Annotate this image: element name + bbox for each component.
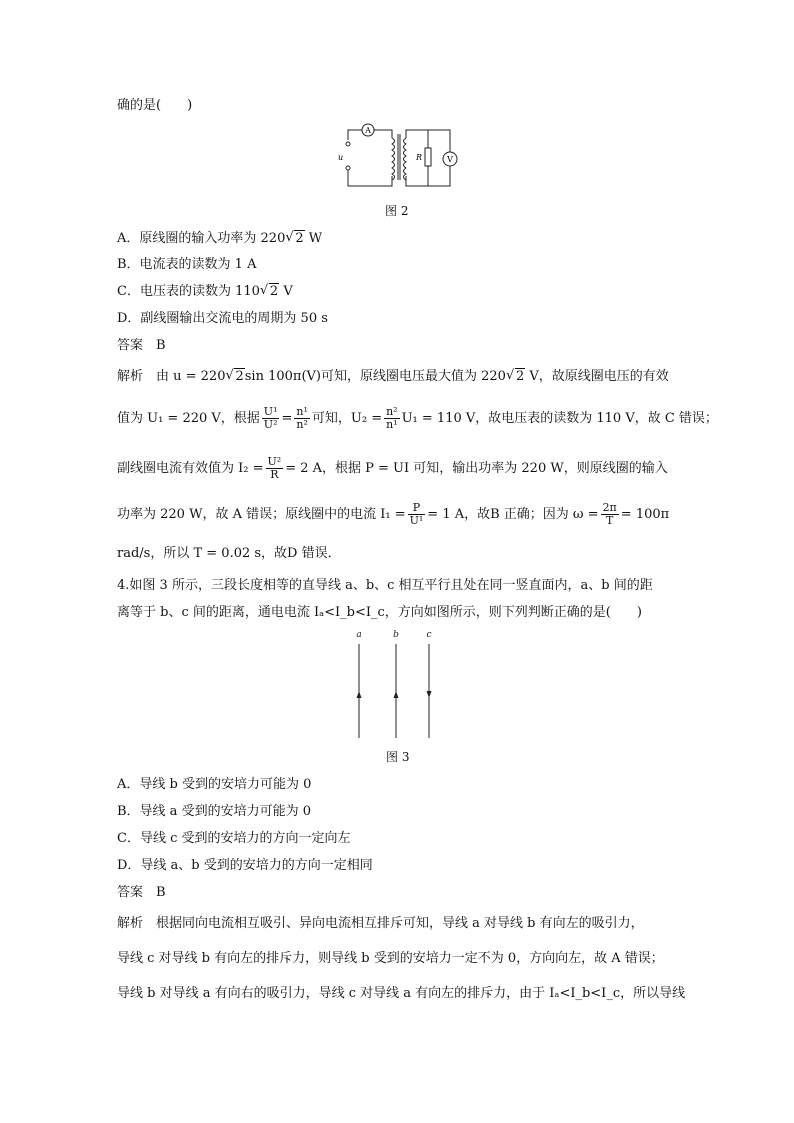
q4-stem-line-2: 离等于 b、c 间的距离，通电电流 Iₐ<I_b<I_c，方向如图所示，则下列判断正确的是( ) [117, 605, 642, 620]
q3-stem-tail: 确的是( ) [117, 98, 193, 113]
wire-c-down-arrow-icon [427, 691, 432, 698]
ammeter-label: A [365, 126, 371, 135]
q4-analysis-line-1: 解析 根据同向电流相互吸引、异向电流相互排斥可知，导线 a 对导线 b 有向左的吸引力， [117, 916, 644, 931]
q3-option-a: A．原线圈的输入功率为 220√ 2 W [117, 230, 322, 248]
q3-analysis-line-5: rad/s，所以 T = 0.02 s，故D 错误． [117, 546, 341, 561]
q3-answer: 答案 B [117, 338, 166, 353]
parallel-wires-figure [348, 628, 440, 740]
q3-analysis-line-4: 功率为 220 W，故 A 错误；原线圈中的电流 I₁ = $\frac{P}{\text{U¹}}$ = 1 A，故B 正确；因为 ω = $\frac{2\pi}{T}$ = 100π [117, 501, 670, 527]
wire-c-label: c [426, 630, 432, 640]
q4-stem-line-1: 4.如图 3 所示，三段长度相等的直导线 a、b、c 相互平行且处在同一竖直面内，a、b 间的距 [117, 578, 653, 593]
q3-analysis-line-1: 解析 由 u = 220√ 2sin 100π(V)可知，原线圈电压最大值为 220√ 2 V，故原线圈电压的有效 [117, 368, 669, 386]
q4-answer: 答案 B [117, 885, 166, 900]
q3-option-c: C．电压表的读数为 110√ 2 V [117, 283, 293, 301]
wire-b-label: b [393, 630, 399, 640]
figure-2-caption: 图 2 [385, 204, 409, 218]
q3-analysis-line-3: 副线圈电流有效值为 I₂ = $\frac{\text{U²}}{R}$ = 2 A，根据 P = UI 可知，输出功率为 220 W，则原线圈的输入 [117, 455, 668, 481]
q4-option-d: D．导线 a、b 受到的安培力的方向一定相同 [117, 858, 373, 873]
q3-analysis-line-2: 值为 U₁ = 220 V，根据 $\frac{\text{U¹}}{\text{U²}}$ = $\frac{\text{n¹}}{\text{n²}}$ 可知，U₂ = $\frac{\text{n²}}{\text{n¹}}$ U₁ = 110 V，故电压表的读数为 110 V，故 C 错误； [117, 405, 718, 431]
source-label: u [338, 153, 344, 162]
transformer-circuit-figure [334, 122, 460, 192]
wire-a-label: a [356, 630, 362, 640]
wire-a-up-arrow-icon [357, 691, 362, 698]
q4-option-b: B．导线 a 受到的安培力可能为 0 [117, 804, 311, 819]
resistor-label: R [416, 153, 423, 162]
q4-analysis-line-3: 导线 b 对导线 a 有向右的吸引力，导线 c 对导线 a 有向左的排斥力，由于 Iₐ<I_b<I_c，所以导线 [117, 986, 686, 1001]
figure-3-caption: 图 3 [386, 750, 410, 764]
q4-option-c: C．导线 c 受到的安培力的方向一定向左 [117, 831, 351, 846]
q4-analysis-line-2: 导线 c 对导线 b 有向左的排斥力，则导线 b 受到的安培力一定不为 0，方向向左，故 A 错误； [117, 951, 664, 966]
q3-option-b: B．电流表的读数为 1 A [117, 257, 257, 272]
voltmeter-label: V [447, 155, 453, 164]
q3-option-d: D．副线圈输出交流电的周期为 50 s [117, 311, 328, 326]
wire-b-up-arrow-icon [394, 691, 399, 698]
q4-option-a: A．导线 b 受到的安培力可能为 0 [117, 777, 312, 792]
